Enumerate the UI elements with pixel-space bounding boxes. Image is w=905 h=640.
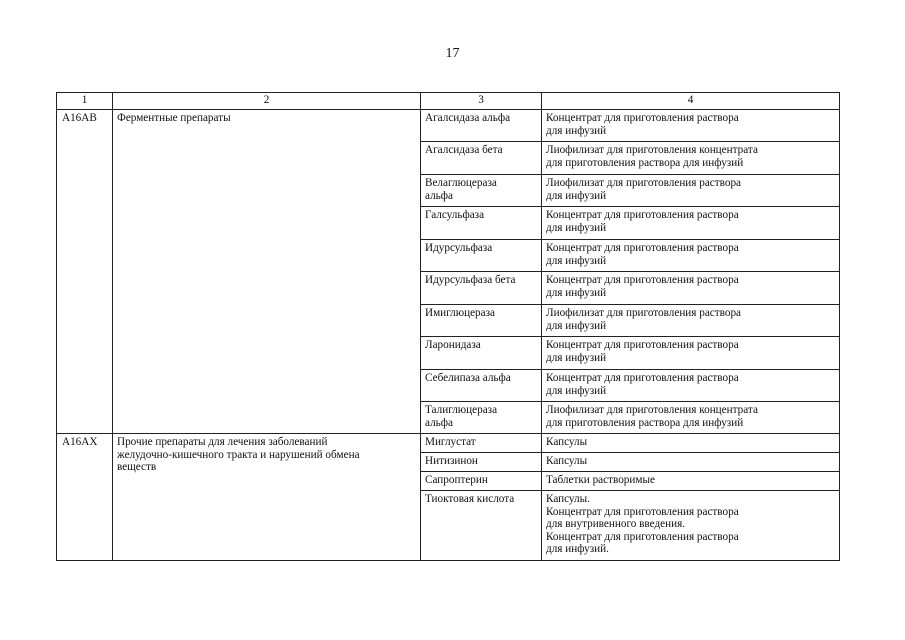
dosage-form-cell [542, 472, 840, 491]
dosage-form-cell [542, 142, 840, 175]
drug-name: Миглустат [425, 436, 476, 448]
group-name: Ферментные препараты [117, 112, 231, 124]
drug-name-cell [421, 240, 542, 272]
drug-name: Агалсидаза бета [425, 144, 503, 156]
dosage-form: Концентрат для приготовления раствора для инфузий [546, 112, 739, 137]
dosage-form-cell [542, 434, 840, 453]
dosage-form: Лиофилизат для приготовления концентрата для приготовления раствора для инфузий [546, 144, 758, 169]
dosage-form-cell [542, 240, 840, 272]
drug-name-cell [421, 110, 542, 142]
dosage-form-cell [542, 175, 840, 207]
drug-name: Велаглюцераза альфа [425, 177, 497, 202]
dosage-form: Концентрат для приготовления раствора для инфузий [546, 209, 739, 234]
dosage-form-cell [542, 491, 840, 561]
dosage-form-cell [542, 207, 840, 240]
drug-name: Идурсульфаза [425, 242, 493, 254]
group-name-cell [113, 434, 421, 561]
drug-name-cell [421, 305, 542, 337]
drug-name: Себелипаза альфа [425, 372, 511, 384]
atc-code-cell: A16AX [57, 434, 113, 561]
dosage-form: Концентрат для приготовления раствора для инфузий [546, 372, 739, 397]
drug-name-cell [421, 370, 542, 402]
dosage-form-cell [542, 272, 840, 305]
dosage-form: Лиофилизат для приготовления концентрата для приготовления раствора для инфузий [546, 404, 758, 429]
dosage-form-cell [542, 110, 840, 142]
dosage-form-cell [542, 402, 840, 434]
dosage-form: Лиофилизат для приготовления раствора для инфузий [546, 307, 742, 332]
drug-name-cell [421, 175, 542, 207]
dosage-form: Концентрат для приготовления раствора для инфузий [546, 242, 739, 267]
drug-name: Тиоктовая кислота [425, 493, 515, 505]
page-number: 17 [445, 46, 460, 61]
dosage-form: Капсулы [546, 455, 588, 467]
dosage-form: Таблетки растворимые [546, 474, 655, 486]
table-row [57, 110, 840, 142]
drug-name: Талиглюцераза альфа [425, 404, 498, 429]
drug-name-cell [421, 453, 542, 472]
dosage-form: Концентрат для приготовления раствора для инфузий [546, 339, 739, 364]
table-row [57, 434, 840, 453]
dosage-form: Концентрат для приготовления раствора для инфузий [546, 274, 739, 299]
column-header-1: 1 [57, 93, 113, 110]
group-name: Прочие препараты для лечения заболеваний желудочно-кишечного тракта и нарушений обмена веществ [117, 436, 360, 474]
header-row [57, 93, 840, 110]
drug-name: Нитизинон [425, 455, 478, 467]
drug-name: Агалсидаза альфа [425, 112, 511, 124]
column-header-2: 2 [113, 93, 421, 110]
drug-name-cell [421, 272, 542, 305]
dosage-form-cell [542, 453, 840, 472]
dosage-form-cell [542, 337, 840, 370]
column-header-3: 3 [421, 93, 542, 110]
drug-name-cell [421, 337, 542, 370]
column-header-4: 4 [542, 93, 840, 110]
dosage-form: Капсулы [546, 436, 588, 448]
drug-name-cell [421, 207, 542, 240]
drug-name-cell [421, 491, 542, 561]
medication-table [56, 92, 840, 561]
drug-name-cell [421, 434, 542, 453]
drug-name: Идурсульфаза бета [425, 274, 516, 286]
dosage-form: Лиофилизат для приготовления раствора для инфузий [546, 177, 742, 202]
atc-code-cell: A16AB [57, 110, 113, 434]
drug-name-cell [421, 402, 542, 434]
dosage-form-cell [542, 370, 840, 402]
drug-name: Галсульфаза [425, 209, 485, 221]
dosage-form: Капсулы. Концентрат для приготовления раствора для внутривенного введения. Концентрат для приготовления раствора для инфузий. [546, 493, 739, 556]
drug-name-cell [421, 142, 542, 175]
drug-name: Ларонидаза [425, 339, 481, 351]
drug-name-cell [421, 472, 542, 491]
dosage-form-cell [542, 305, 840, 337]
group-name-cell [113, 110, 421, 434]
drug-name: Имиглюцераза [425, 307, 496, 319]
drug-name: Сапроптерин [425, 474, 488, 486]
